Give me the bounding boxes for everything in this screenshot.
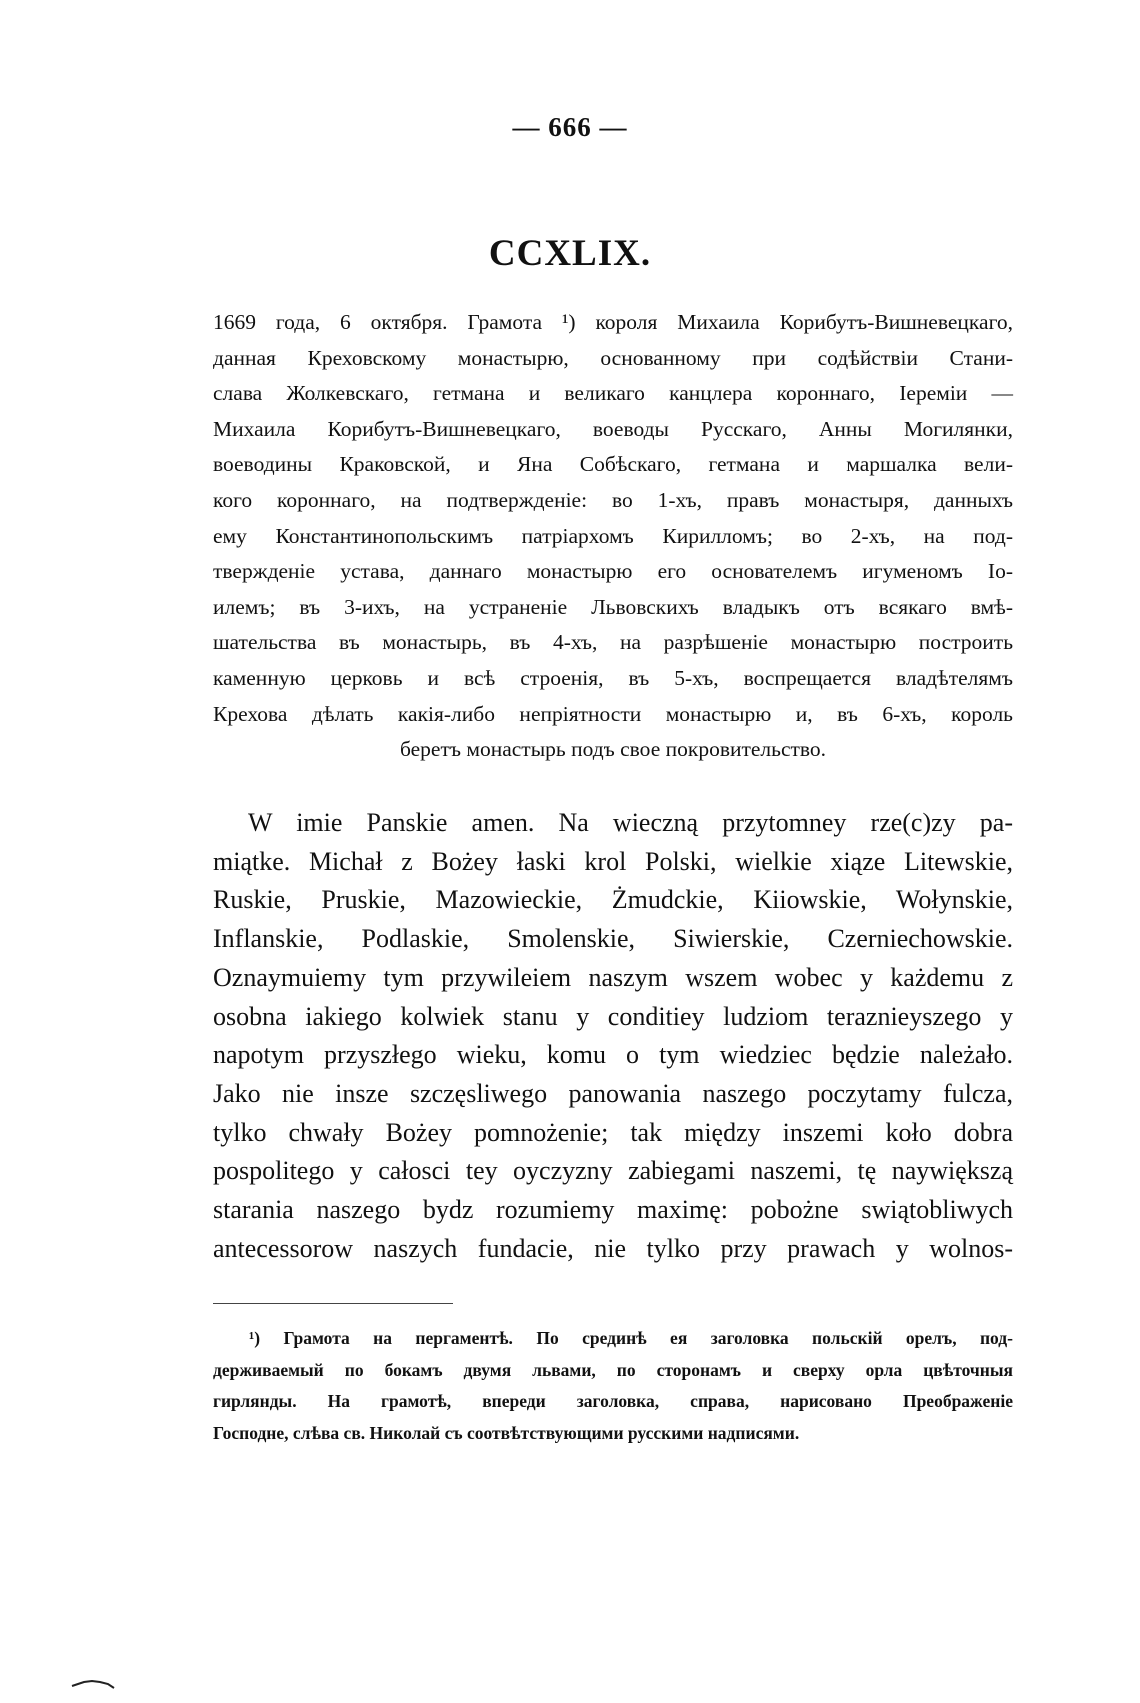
charter-line: napotym przyszłego wieku, komu o tym wiedziec będzie należało. <box>213 1040 1013 1070</box>
summary-line: Михаила Корибутъ-Вишневецкаго, воеводы Русскаго, Анны Могилянки, <box>213 416 1013 441</box>
charter-line: pospolitego y całosci tey oyczyzny zabiegami naszemi, tę naywiększą <box>213 1156 1013 1186</box>
document-number-heading: CCXLIX. <box>488 233 652 274</box>
footnote-line: Господне, слѣва св. Николай съ соотвѣтствующими русскими надписями. <box>213 1422 800 1443</box>
footnote-divider <box>213 1303 453 1304</box>
summary-line: слава Жолкевскаго, гетмана и великаго канцлера короннаго, Іереміи — <box>213 381 1013 406</box>
charter-line: Oznaymuiemy tym przywileiem naszym wszem wobec y każdemu z <box>213 962 1013 992</box>
charter-line: tylko chwały Bożey pomnożenie; tak między inszemi koło dobra <box>213 1117 1013 1147</box>
summary-line: данная Креховскому монастырю, основанному при содѣйствіи Стани- <box>213 345 1013 370</box>
summary-line: твержденіе устава, даннаго монастырю его основателемъ игуменомъ Іо- <box>213 559 1013 584</box>
charter-line: Inflanskie, Podlaskie, Smolenskie, Siwierskie, Czerniechowskie. <box>213 924 1013 954</box>
charter-line: starania naszego bydz rozumiemy maximę: pobożne swiątobliwych <box>213 1195 1013 1225</box>
footnote-line: гирлянды. На грамотѣ, впереди заголовка, справа, нарисовано Преображеніе <box>213 1391 1013 1411</box>
charter-line: osobna iakiego kolwiek stanu y conditiey ludziom teraznieyszego y <box>213 1001 1013 1031</box>
page-number: — 666 — <box>512 112 628 142</box>
summary-line: шательства въ монастырь, въ 4-хъ, на разрѣшеніе монастырю построить <box>213 630 1013 655</box>
summary-line: илемъ; въ 3-ихъ, на устраненіе Львовскихъ владыкъ отъ всякаго вмѣ- <box>213 594 1013 619</box>
summary-line: ему Константинопольскимъ патріархомъ Кирилломъ; во 2-хъ, на под- <box>213 523 1013 548</box>
charter-line: W imie Panskie amen. Na wieczną przytomney rze(c)zy pa- <box>248 808 1013 837</box>
charter-line: miątke. Michał z Bożey łaski krol Polski, wielkie xiąze Litewskie, <box>213 846 1013 876</box>
footnote-line: ¹) Грамота на пергаментѣ. По срединѣ ея заголовка польскій орелъ, под- <box>249 1328 1013 1348</box>
summary-line: кого короннаго, на подтвержденіе: во 1-хъ, правъ монастыря, данныхъ <box>213 487 1013 512</box>
document-summary <box>213 305 1013 768</box>
charter-line: Jako nie insze szczęsliwego panowania naszego poczytamy fulcza, <box>213 1078 1013 1108</box>
ink-mark-icon <box>70 1676 118 1690</box>
footnote-line: держиваемый по бокамъ двумя львами, по сторонамъ и сверху орла цвѣточныя <box>213 1359 1013 1380</box>
summary-line: Крехова дѣлать какія-либо непріятности монастырю и, въ 6-хъ, король <box>213 701 1013 726</box>
summary-line: воеводины Краковской, и Яна Собѣскаго, гетмана и маршалка вели- <box>213 452 1013 477</box>
footnote <box>213 1323 1013 1449</box>
charter-text <box>213 804 1013 1268</box>
summary-line: 1669 года, 6 октября. Грамота ¹) короля Михаила Корибутъ-Вишневецкаго, <box>213 310 1013 334</box>
charter-line: antecessorow naszych fundacie, nie tylko przy prawach y wolnos- <box>213 1233 1013 1263</box>
summary-line: каменную церковь и всѣ строенія, въ 5-хъ, воспрещается владѣтелямъ <box>213 665 1013 690</box>
charter-line: Ruskie, Pruskie, Mazowieckie, Żmudckie, Kiiowskie, Wołynskie, <box>213 885 1013 915</box>
summary-line: беретъ монастырь подъ свое покровительство. <box>399 737 827 762</box>
